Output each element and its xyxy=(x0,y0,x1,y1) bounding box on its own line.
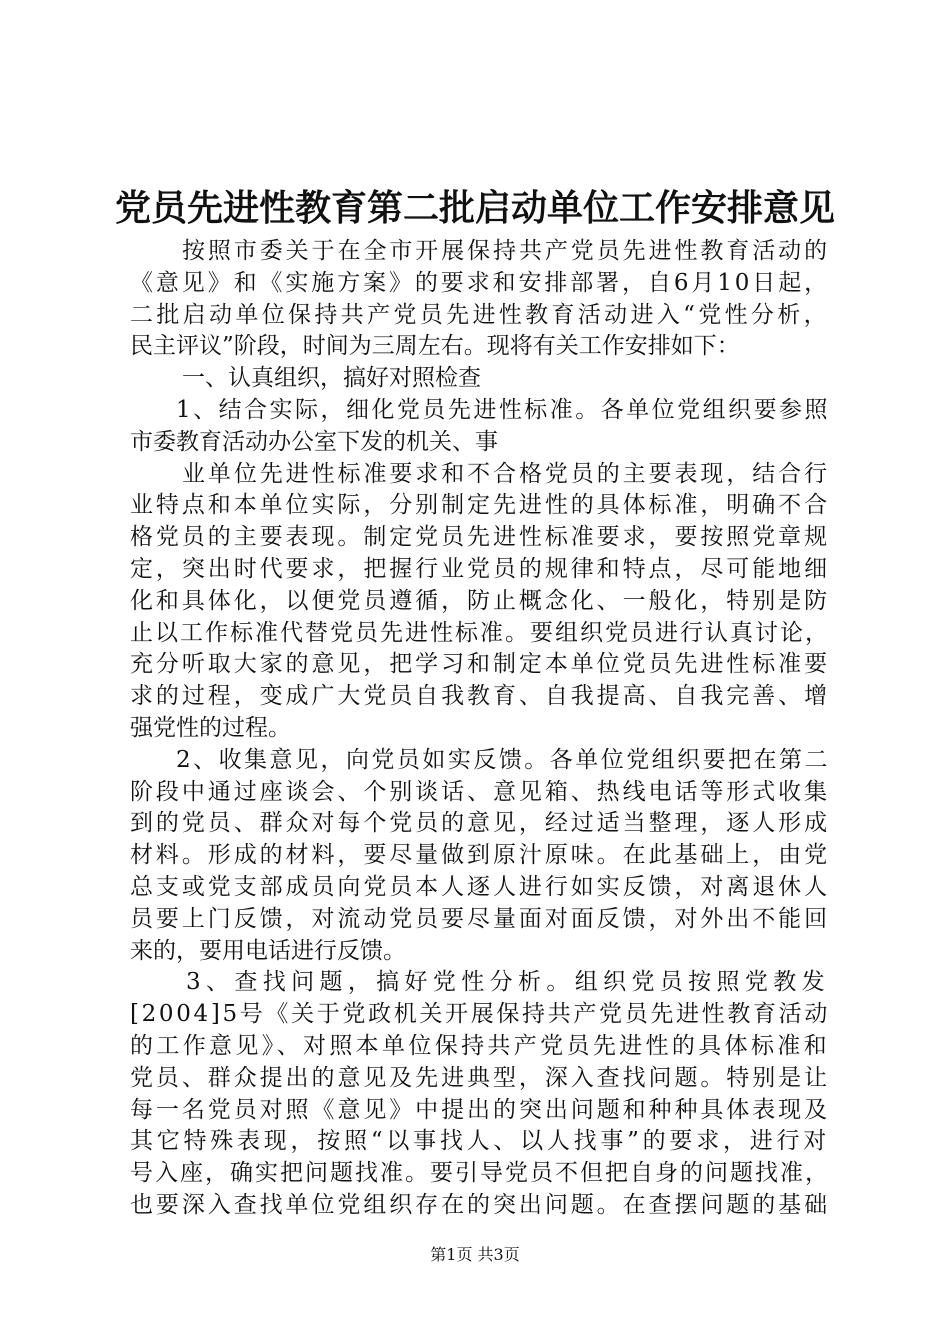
body-line: 二批启动单位保持共产党员先进性教育活动进入“党性分析， xyxy=(130,301,830,328)
body-line: 按照市委关于在全市开展保持共产党员先进性教育活动的 xyxy=(182,238,830,264)
body-line: 员要上门反馈，对流动党员要尽量面对面反馈，对外出不能回 xyxy=(130,905,830,932)
body-line: 一、认真组织，搞好对照检查 xyxy=(182,365,481,392)
body-line: 来的，要用电话进行反馈。 xyxy=(130,937,406,964)
body-line: 2、收集意见，向党员如实反馈。各单位党组织要把在第二 xyxy=(176,746,830,773)
body-line: 充分听取大家的意见，把学习和制定本单位党员先进性标准要 xyxy=(130,651,830,678)
body-line: 党员、群众提出的意见及先进典型，深入查找问题。特别是让 xyxy=(130,1064,830,1091)
body-line: 业特点和本单位实际，分别制定先进性的具体标准，明确不合 xyxy=(130,492,830,519)
body-line: [2004]5号《关于党政机关开展保持共产党员先进性教育活动 xyxy=(130,1001,830,1028)
body-line: 每一名党员对照《意见》中提出的突出问题和种种具体表现及 xyxy=(130,1096,830,1123)
body-line: 市委教育活动办公室下发的机关、事 xyxy=(130,428,498,455)
body-line: 业单位先进性标准要求和不合格党员的主要表现，结合行 xyxy=(182,460,830,487)
body-line: 3、查找问题，搞好党性分析。组织党员按照党教发 xyxy=(186,969,830,996)
body-line: 材料。形成的材料，要尽量做到原汁原味。在此基础上，由党 xyxy=(130,842,830,869)
body-line: 的工作意见》、对照本单位保持共产党员先进性的具体标准和 xyxy=(130,1032,830,1059)
body-line: 阶段中通过座谈会、个别谈话、意见箱、热线电话等形式收集 xyxy=(130,778,830,805)
body-line: 其它特殊表现，按照“以事找人、以人找事”的要求，进行对 xyxy=(130,1128,830,1155)
body-line: 定，突出时代要求，把握行业党员的规律和特点，尽可能地细 xyxy=(130,555,830,582)
body-line: 《意见》和《实施方案》的要求和安排部署，自6月10日起， xyxy=(130,269,830,296)
body-line: 也要深入查找单位党组织存在的突出问题。在查摆问题的基础 xyxy=(130,1191,830,1218)
body-line: 民主评议”阶段，时间为三周左右。现将有关工作安排如下： xyxy=(130,333,740,360)
body-line: 强党性的过程。 xyxy=(130,714,291,741)
body-line: 号入座，确实把问题找准。要引导党员不但把自身的问题找准， xyxy=(130,1160,830,1187)
body-line: 1、结合实际，细化党员先进性标准。各单位党组织要参照 xyxy=(176,396,830,423)
body-line: 到的党员、群众对每个党员的意见，经过适当整理，逐人形成 xyxy=(130,810,830,837)
document-title: 党员先进性教育第二批启动单位工作安排意见 xyxy=(114,188,835,229)
body-line: 总支或党支部成员向党员本人逐人进行如实反馈，对离退休人 xyxy=(130,873,830,900)
page-footer: 第1页 共3页 xyxy=(430,1245,520,1264)
body-line: 化和具体化，以便党员遵循，防止概念化、一般化，特别是防 xyxy=(130,587,830,614)
body-line: 求的过程，变成广大党员自我教育、自我提高、自我完善、增 xyxy=(130,683,830,710)
body-line: 格党员的主要表现。制定党员先进性标准要求，要按照党章规 xyxy=(130,524,830,551)
document-body xyxy=(130,236,830,1222)
body-line: 止以工作标准代替党员先进性标准。要组织党员进行认真讨论， xyxy=(130,619,830,646)
